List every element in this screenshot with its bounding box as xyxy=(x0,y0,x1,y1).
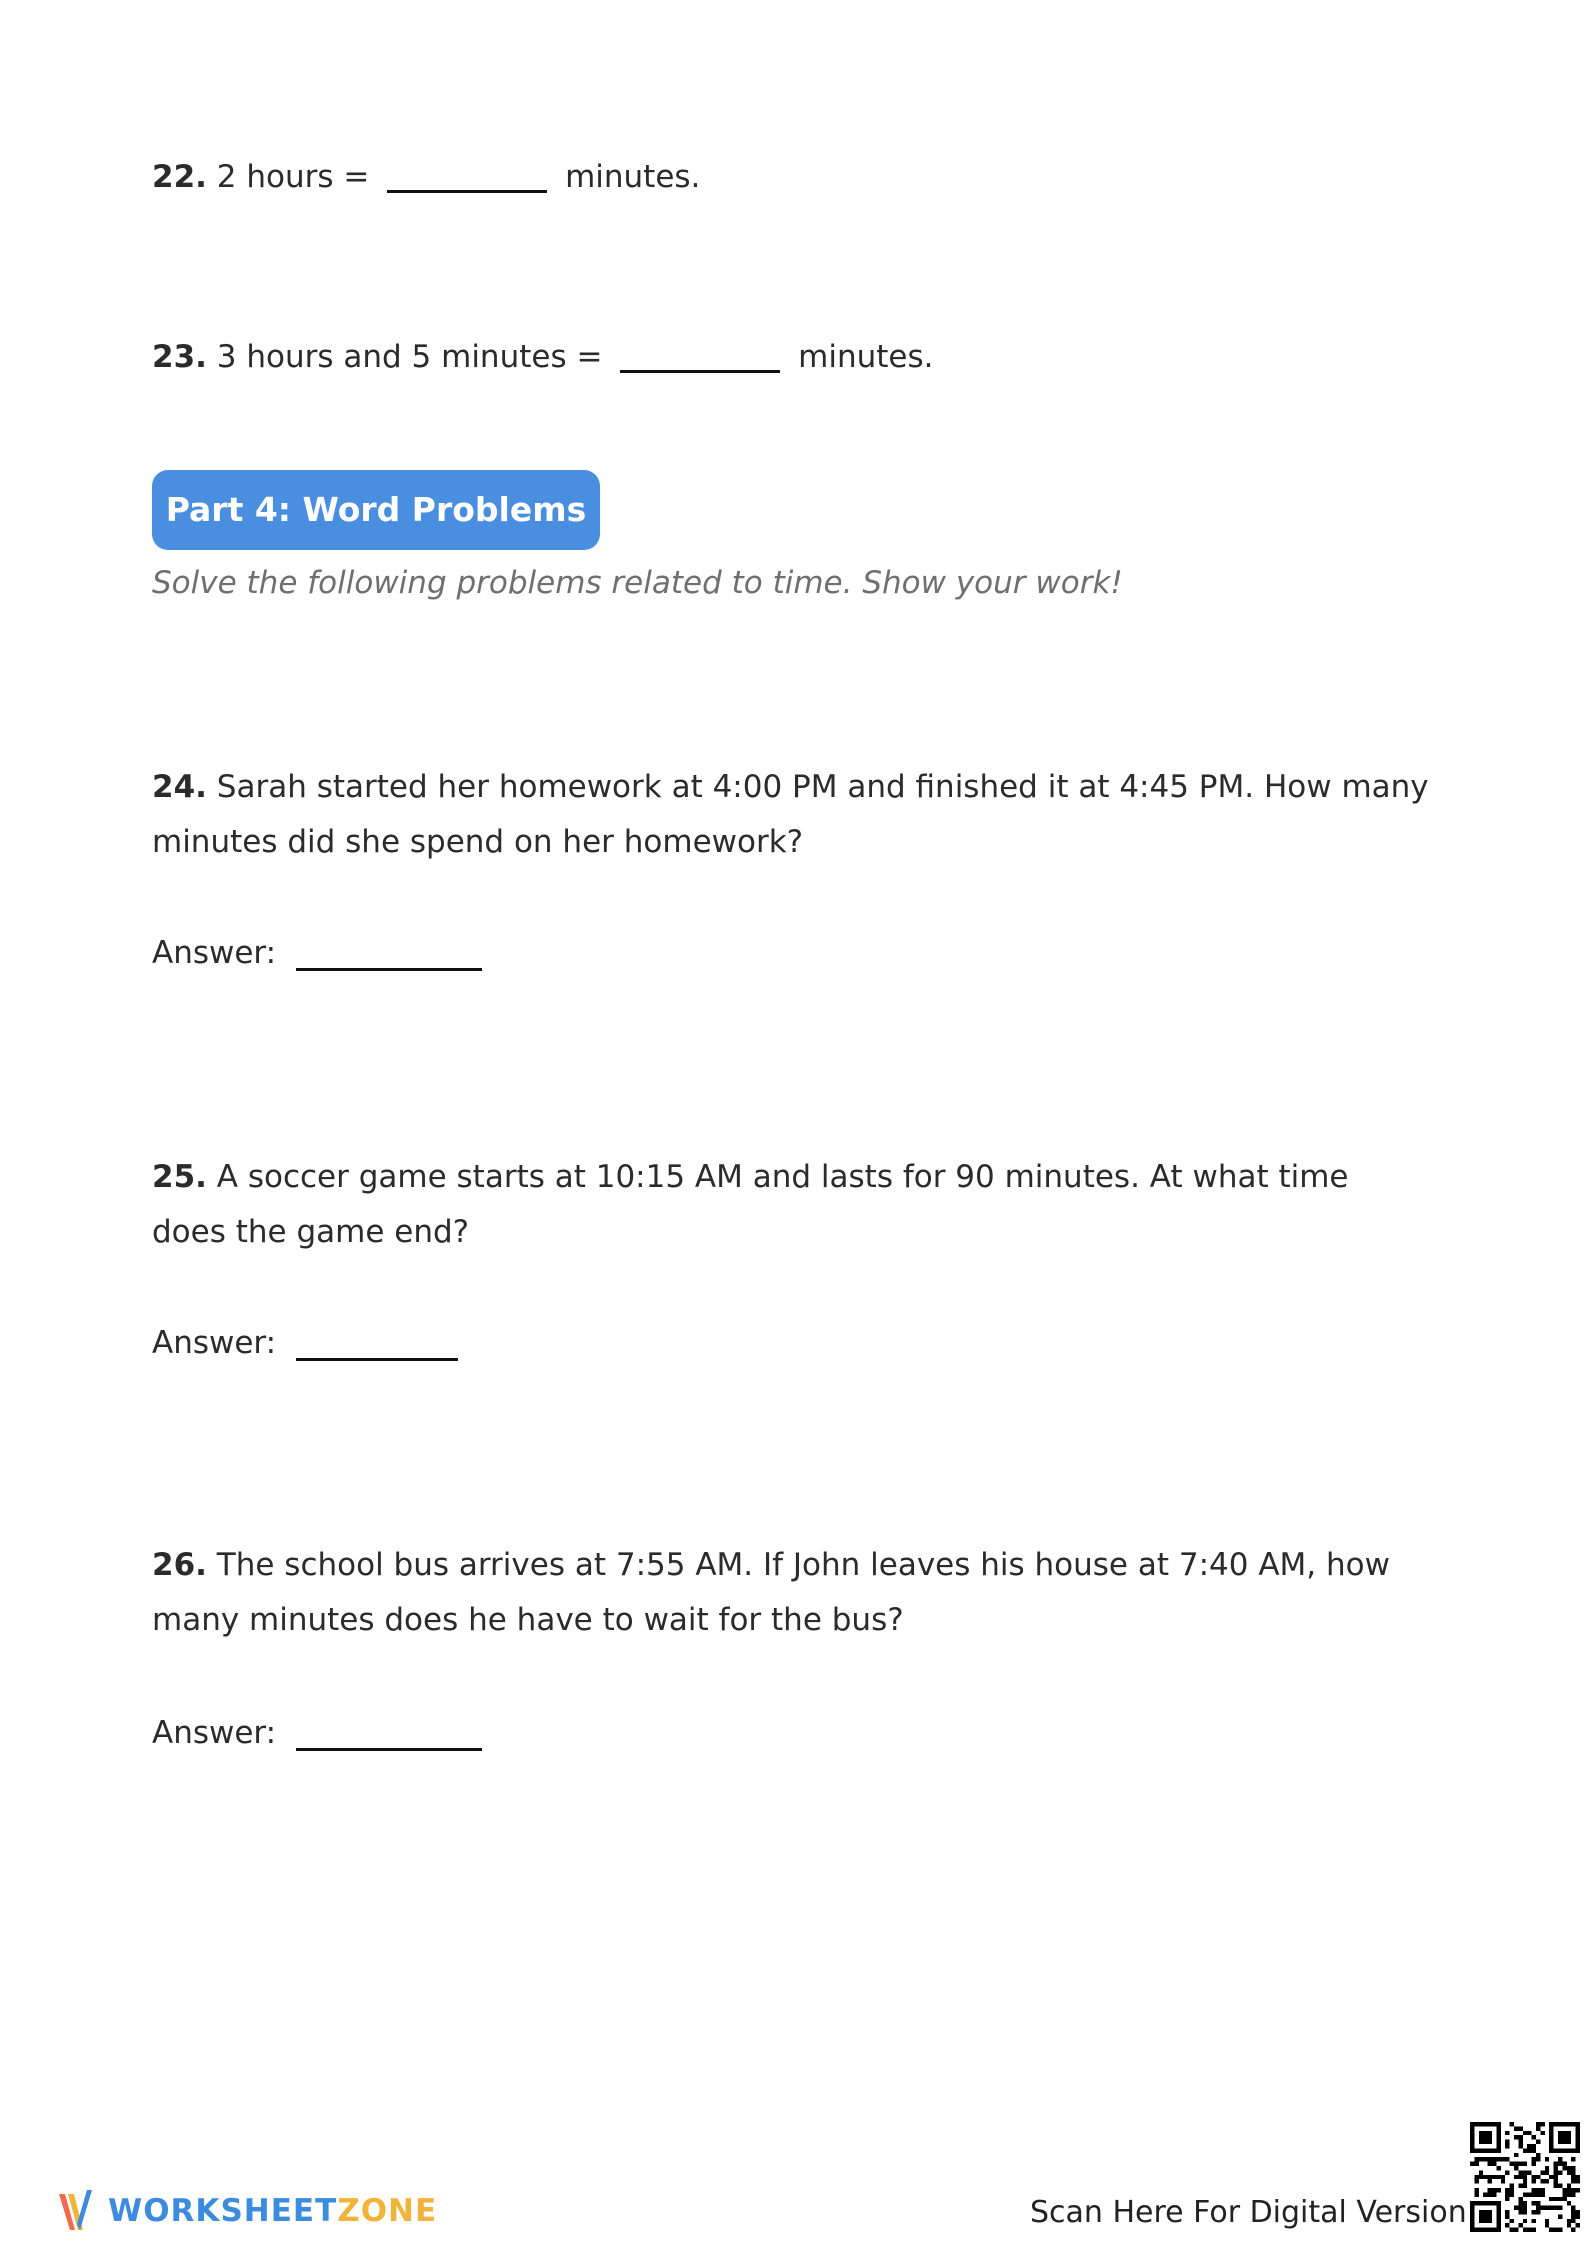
answer-blank[interactable] xyxy=(620,370,780,373)
question-number: 22. xyxy=(152,159,207,195)
problem-24 xyxy=(152,760,1432,870)
question-number: 23. xyxy=(152,339,207,375)
answer-label: Answer: xyxy=(152,935,277,971)
question-23 xyxy=(152,330,934,384)
answer-row-24 xyxy=(152,933,490,973)
problem-26 xyxy=(152,1538,1432,1648)
answer-blank[interactable] xyxy=(296,1358,458,1361)
question-text: A soccer game starts at 10:15 AM and lasts for 90 minutes. At what time does the game end? xyxy=(152,1159,1349,1250)
section-title-badge: Part 4: Word Problems xyxy=(152,470,600,550)
worksheetzone-logo[interactable] xyxy=(56,2186,437,2236)
question-unit: minutes. xyxy=(565,159,701,195)
answer-label: Answer: xyxy=(152,1715,277,1751)
brand-name-part2: ZONE xyxy=(337,2193,438,2229)
brand-name-part1: WORKSHEET xyxy=(108,2193,338,2229)
answer-blank[interactable] xyxy=(296,1748,482,1751)
scan-instruction: Scan Here For Digital Version xyxy=(1030,2195,1467,2230)
answer-blank[interactable] xyxy=(387,190,547,193)
worksheetzone-logo-icon xyxy=(56,2186,94,2236)
question-number: 26. xyxy=(152,1547,207,1583)
answer-row-25 xyxy=(152,1323,466,1363)
answer-row-26 xyxy=(152,1713,490,1753)
question-text: 2 hours = xyxy=(216,159,370,195)
question-number: 24. xyxy=(152,769,207,805)
problem-25 xyxy=(152,1150,1432,1260)
qr-code-icon[interactable] xyxy=(1470,2122,1580,2232)
question-text: 3 hours and 5 minutes = xyxy=(216,339,603,375)
question-number: 25. xyxy=(152,1159,207,1195)
brand-name xyxy=(108,2193,437,2229)
section-instructions: Solve the following problems related to time. Show your work! xyxy=(152,565,1123,601)
answer-label: Answer: xyxy=(152,1325,277,1361)
answer-blank[interactable] xyxy=(296,968,482,971)
question-unit: minutes. xyxy=(798,339,934,375)
question-text: The school bus arrives at 7:55 AM. If John leaves his house at 7:40 AM, how many minutes does he have to wait for the bus? xyxy=(152,1547,1390,1638)
question-text: Sarah started her homework at 4:00 PM and finished it at 4:45 PM. How many minutes did she spend on her homework? xyxy=(152,769,1429,860)
question-22 xyxy=(152,150,700,204)
